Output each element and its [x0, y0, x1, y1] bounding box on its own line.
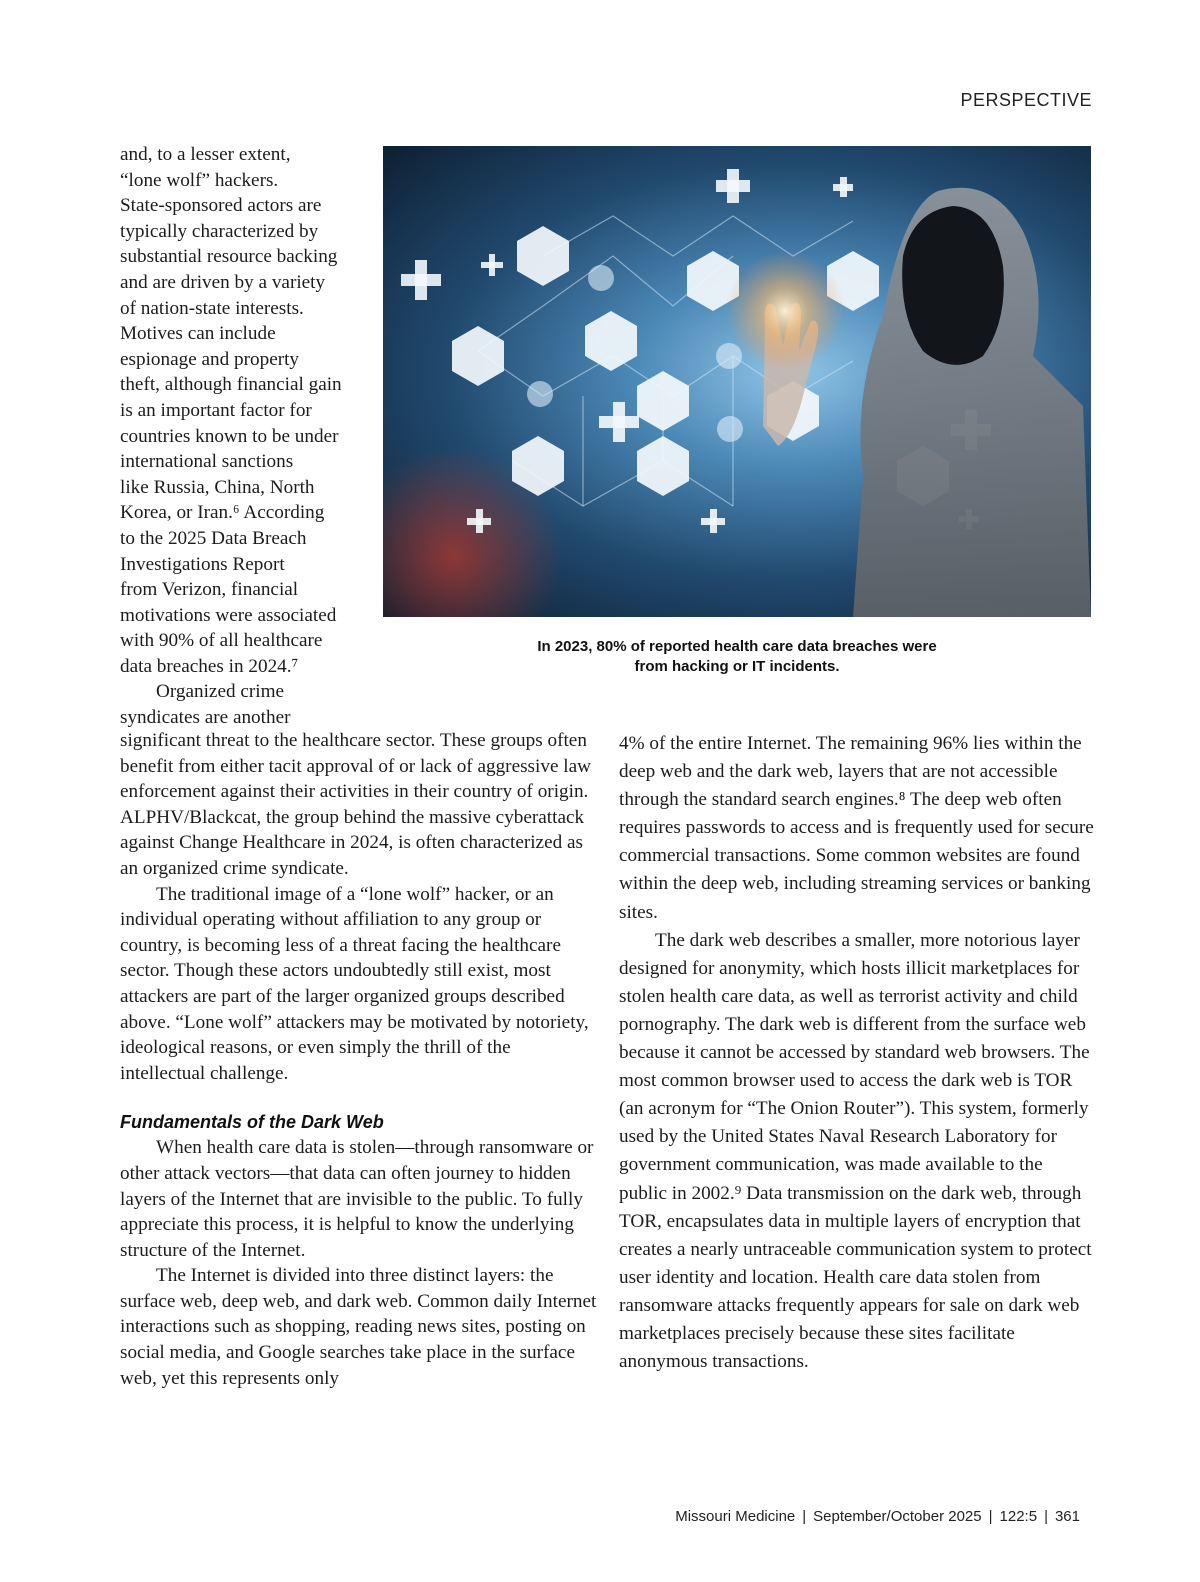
text-line: syndicates are another — [120, 707, 291, 729]
caption-line: from hacking or IT incidents. — [634, 658, 840, 675]
footer-separator: | — [802, 1508, 807, 1525]
text-line: Motives can include — [120, 323, 276, 345]
text-line: “lone wolf” hackers. — [120, 169, 279, 191]
section-label: PERSPECTIVE — [960, 90, 1092, 110]
text-line: and are driven by a variety — [120, 271, 326, 293]
text-line: and, to a lesser extent, — [120, 144, 291, 165]
body-paragraph: When health care data is stolen—through ransomware or other attack vectors—that data can often journey to hidden layers of the Internet that are invisible to the public. To fully appreciate this process, it is helpful to know the underlying structure of the Internet. — [120, 1137, 594, 1261]
body-paragraph: The dark web describes a smaller, more notorious layer designed for anonymity, which hosts illicit marketplaces for stolen health care data, as well as terrorist activity and child pornography. The dark web is different from the surface web because it cannot be accessed by standard web browsers. The most common browser used to access the dark web is TOR (an acronym for “The Onion Router”). This system, formerly used by the United States Naval Research Laboratory for government communication, was made available to the public in 2002.⁹ Data transmission on the dark web, through TOR, encapsulates data in multiple layers of encryption that creates a nearly untraceable communication system to protect user identity and location. Health care data stolen from ransomware attacks frequently appears for sale on dark web marketplaces precisely because these sites facilitate anonymous transactions. — [619, 929, 1092, 1373]
text-line: Korea, or Iran.⁶ According — [120, 502, 325, 524]
page-footer — [675, 1508, 1080, 1525]
text-line: of nation-state interests. — [120, 297, 304, 319]
text-line: Organized crime — [156, 681, 285, 703]
left-column-body — [120, 728, 600, 1391]
body-paragraph: The Internet is divided into three distinct layers: the surface web, deep web, and dark web. Common daily Internet interactions such as shopping, reading news sites, posting on social media, and Google searches take place in the surface web, yet this represents only — [120, 1265, 597, 1389]
right-column-body — [619, 730, 1094, 1376]
text-line: substantial resource backing — [120, 246, 338, 268]
text-line: from Verizon, financial — [120, 579, 299, 601]
text-line: to the 2025 Data Breach — [120, 527, 307, 549]
left-column-narrow — [120, 142, 370, 731]
footer-separator: | — [1044, 1508, 1048, 1525]
volume-number: 122:5 — [999, 1508, 1038, 1525]
body-paragraph: significant threat to the healthcare sector. These groups often benefit from either tacit approval of or lack of aggressive law enforcement against their activities in their country of origin. ALPHV/Blackcat, the group behind the massive cyberattack against Change Healthcare in 2024, is often characterized as an organized crime syndicate. — [120, 730, 591, 879]
section-heading: Fundamentals of the Dark Web — [120, 1112, 384, 1133]
text-line: countries known to be under — [120, 425, 339, 447]
text-line: data breaches in 2024.⁷ — [120, 655, 299, 677]
text-line: motivations were associated — [120, 604, 337, 626]
text-line: State-sponsored actors are — [120, 195, 322, 217]
text-line: espionage and property — [120, 348, 300, 370]
text-line: typically characterized by — [120, 220, 319, 242]
text-line: theft, although financial gain — [120, 374, 342, 396]
issue-date: September/October 2025 — [813, 1508, 982, 1525]
text-line: international sanctions — [120, 451, 294, 473]
page-number: 361 — [1054, 1508, 1080, 1525]
hacker-illustration — [383, 146, 1091, 617]
figure-caption — [383, 637, 1091, 677]
text-line: like Russia, China, North — [120, 476, 315, 498]
footer-separator: | — [988, 1508, 993, 1525]
text-line: is an important factor for — [120, 399, 312, 421]
text-line: with 90% of all healthcare — [120, 630, 323, 652]
text-line: Investigations Report — [120, 553, 285, 575]
caption-line: In 2023, 80% of reported health care data breaches were — [537, 638, 937, 655]
body-paragraph: 4% of the entire Internet. The remaining 96% lies within the deep web and the dark web, layers that are not accessible through the standard search engines.⁸ The deep web often requires passwords to access and is frequently used for secure commercial transactions. Some common websites are found within the deep web, including streaming services or banking sites. — [619, 733, 1094, 923]
body-paragraph: The traditional image of a “lone wolf” hacker, or an individual operating without affiliation to any group or country, is becoming less of a threat facing the healthcare sector. Though these actors undoubtedly still exist, most attackers are part of the larger organized groups described above. “Lone wolf” attackers may be motivated by notoriety, ideological reasons, or even simply the thrill of the intellectual challenge. — [120, 883, 589, 1084]
journal-name: Missouri Medicine — [675, 1508, 796, 1525]
